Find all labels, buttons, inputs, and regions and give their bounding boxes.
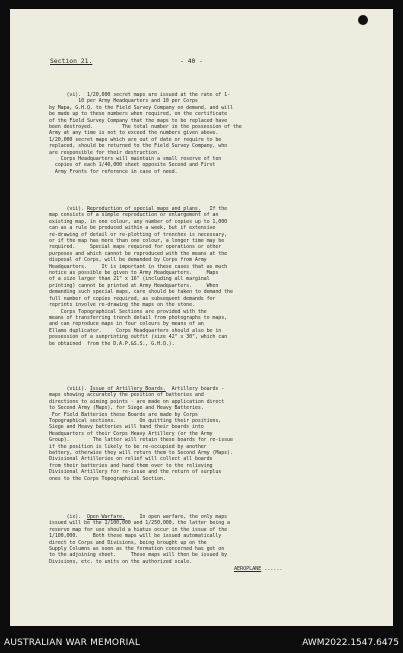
footer-institution: AUSTRALIAN WAR MEMORIAL <box>4 638 141 648</box>
paragraph-vii <box>49 206 353 347</box>
paragraph-body: If the map consists of a simple reproduction or enlargement of an existing map, in one colour, any number of copies up to 1,000 can as a rule be produced within a week, but if extensive re-drawing of detail or re-plotting of trenches is necessary, or if the map has more than one colour, a longer time may be required. Special maps required for operations or other purposes and which cannot be reproduced with the means at the disposal of Corps, will be demanded by Corps from Army Headquarters. It is important in these cases that as much notice as possible be given to Army Headquarters. Maps of a size larger than 21" x 16" (including all marginal printing) cannot be printed at Army Headquarters. When demanding such special maps, care should be taken to demand the full number of copies required, as subsequent demands for reprints involve re-drawing the maps on the stone. Corps Topographical Sections are provided with the means of transferring trench detail from photographs to maps, and can reproduce maps in four colours by means of an Ellams duplicator. Corps Headquarters should also be in possession of a sunprinting outfit (size 42" x 30", which can be obtained from the D.A.P.&S.S., G.H.Q.). <box>49 206 233 347</box>
archive-footer <box>0 635 403 653</box>
catchword-dots: ...... <box>261 566 283 572</box>
catchword: AEROPLANE <box>234 566 262 572</box>
paragraph-body: In open warfare, the only maps issued will be the 1/100,000 and 1/250,000, the latter being a reserve map for use should a hiatus occur in the issue of the 1/100,000. Both these maps will be issued automatically direct to Corps and Divisions, being brought up on the Supply Columns as soon as the formation concerned has got on to the adjoining sheet. These maps will then be issued by Divisions, etc. to units on the authorized scale. <box>49 514 230 565</box>
footer-accession-number: AWM2022.1547.6475 <box>302 638 399 648</box>
section-label: Section 21. <box>50 57 93 65</box>
paragraph-number: (ix). <box>49 514 87 520</box>
paragraph-body: Artillery boards - maps showing accurately the position of batteries and directions to aiming points - are made on application direct to Second Army (Maps), for Siege and Heavy Batteries. For Field Batteries these Boards are made by Corps Topographical sections. On quitting their positions, Siege and Heavy batteries will hand their boards into Headquarters of their Corps Heavy Artillery (or the Army Group). The latter will retain these boards for re-issue if the position is likely to be re-occupied by another battery, otherwise they will return them to Second Army (Maps). Divisional Artilleries on relief will collect all boards from their batteries and hand them over to the relieving Divisional Artillery for re-issue and the return of surplus ones to the Corps Topographical Section. <box>49 386 233 482</box>
continuation-catchword <box>234 566 282 572</box>
paragraph-title: Issue of Artillery Boards. <box>89 386 166 392</box>
paragraph-ix <box>49 514 353 565</box>
paragraph-title: Open Warfare. <box>86 514 125 520</box>
paragraph-vi: (vi). 1/20,000 secret maps are issued at the rate of 1- 10 per Army Headquarters and 10 per Corps by Mapa, G.H.Q. to the Field Survey Company on demand, and will be made up to these numbers when required, on the certificate of the Field Survey Company that the maps to be replaced have been destroyed. The total number in the possession of the Army at any time is not to exceed the numbers given above. 1/20,000 secret maps which are out of date or require to be replaced, should be returned to the Field Survey Company, who are responsible for their destruction. Corps Headquarters will maintain a small reserve of ten copies of each 1/40,000 sheet opposite Second and First Army Fronts for reference in case of need. <box>49 92 242 175</box>
paragraph-viii <box>49 386 353 482</box>
paragraph-title: Reproduction of special maps and plans. <box>86 206 201 212</box>
paragraph-number: (viii). <box>49 386 90 392</box>
punch-hole <box>358 15 368 25</box>
page-heading <box>50 57 350 65</box>
page-number: - 40 - <box>180 57 204 65</box>
paragraph-number: (vii). <box>49 206 87 212</box>
